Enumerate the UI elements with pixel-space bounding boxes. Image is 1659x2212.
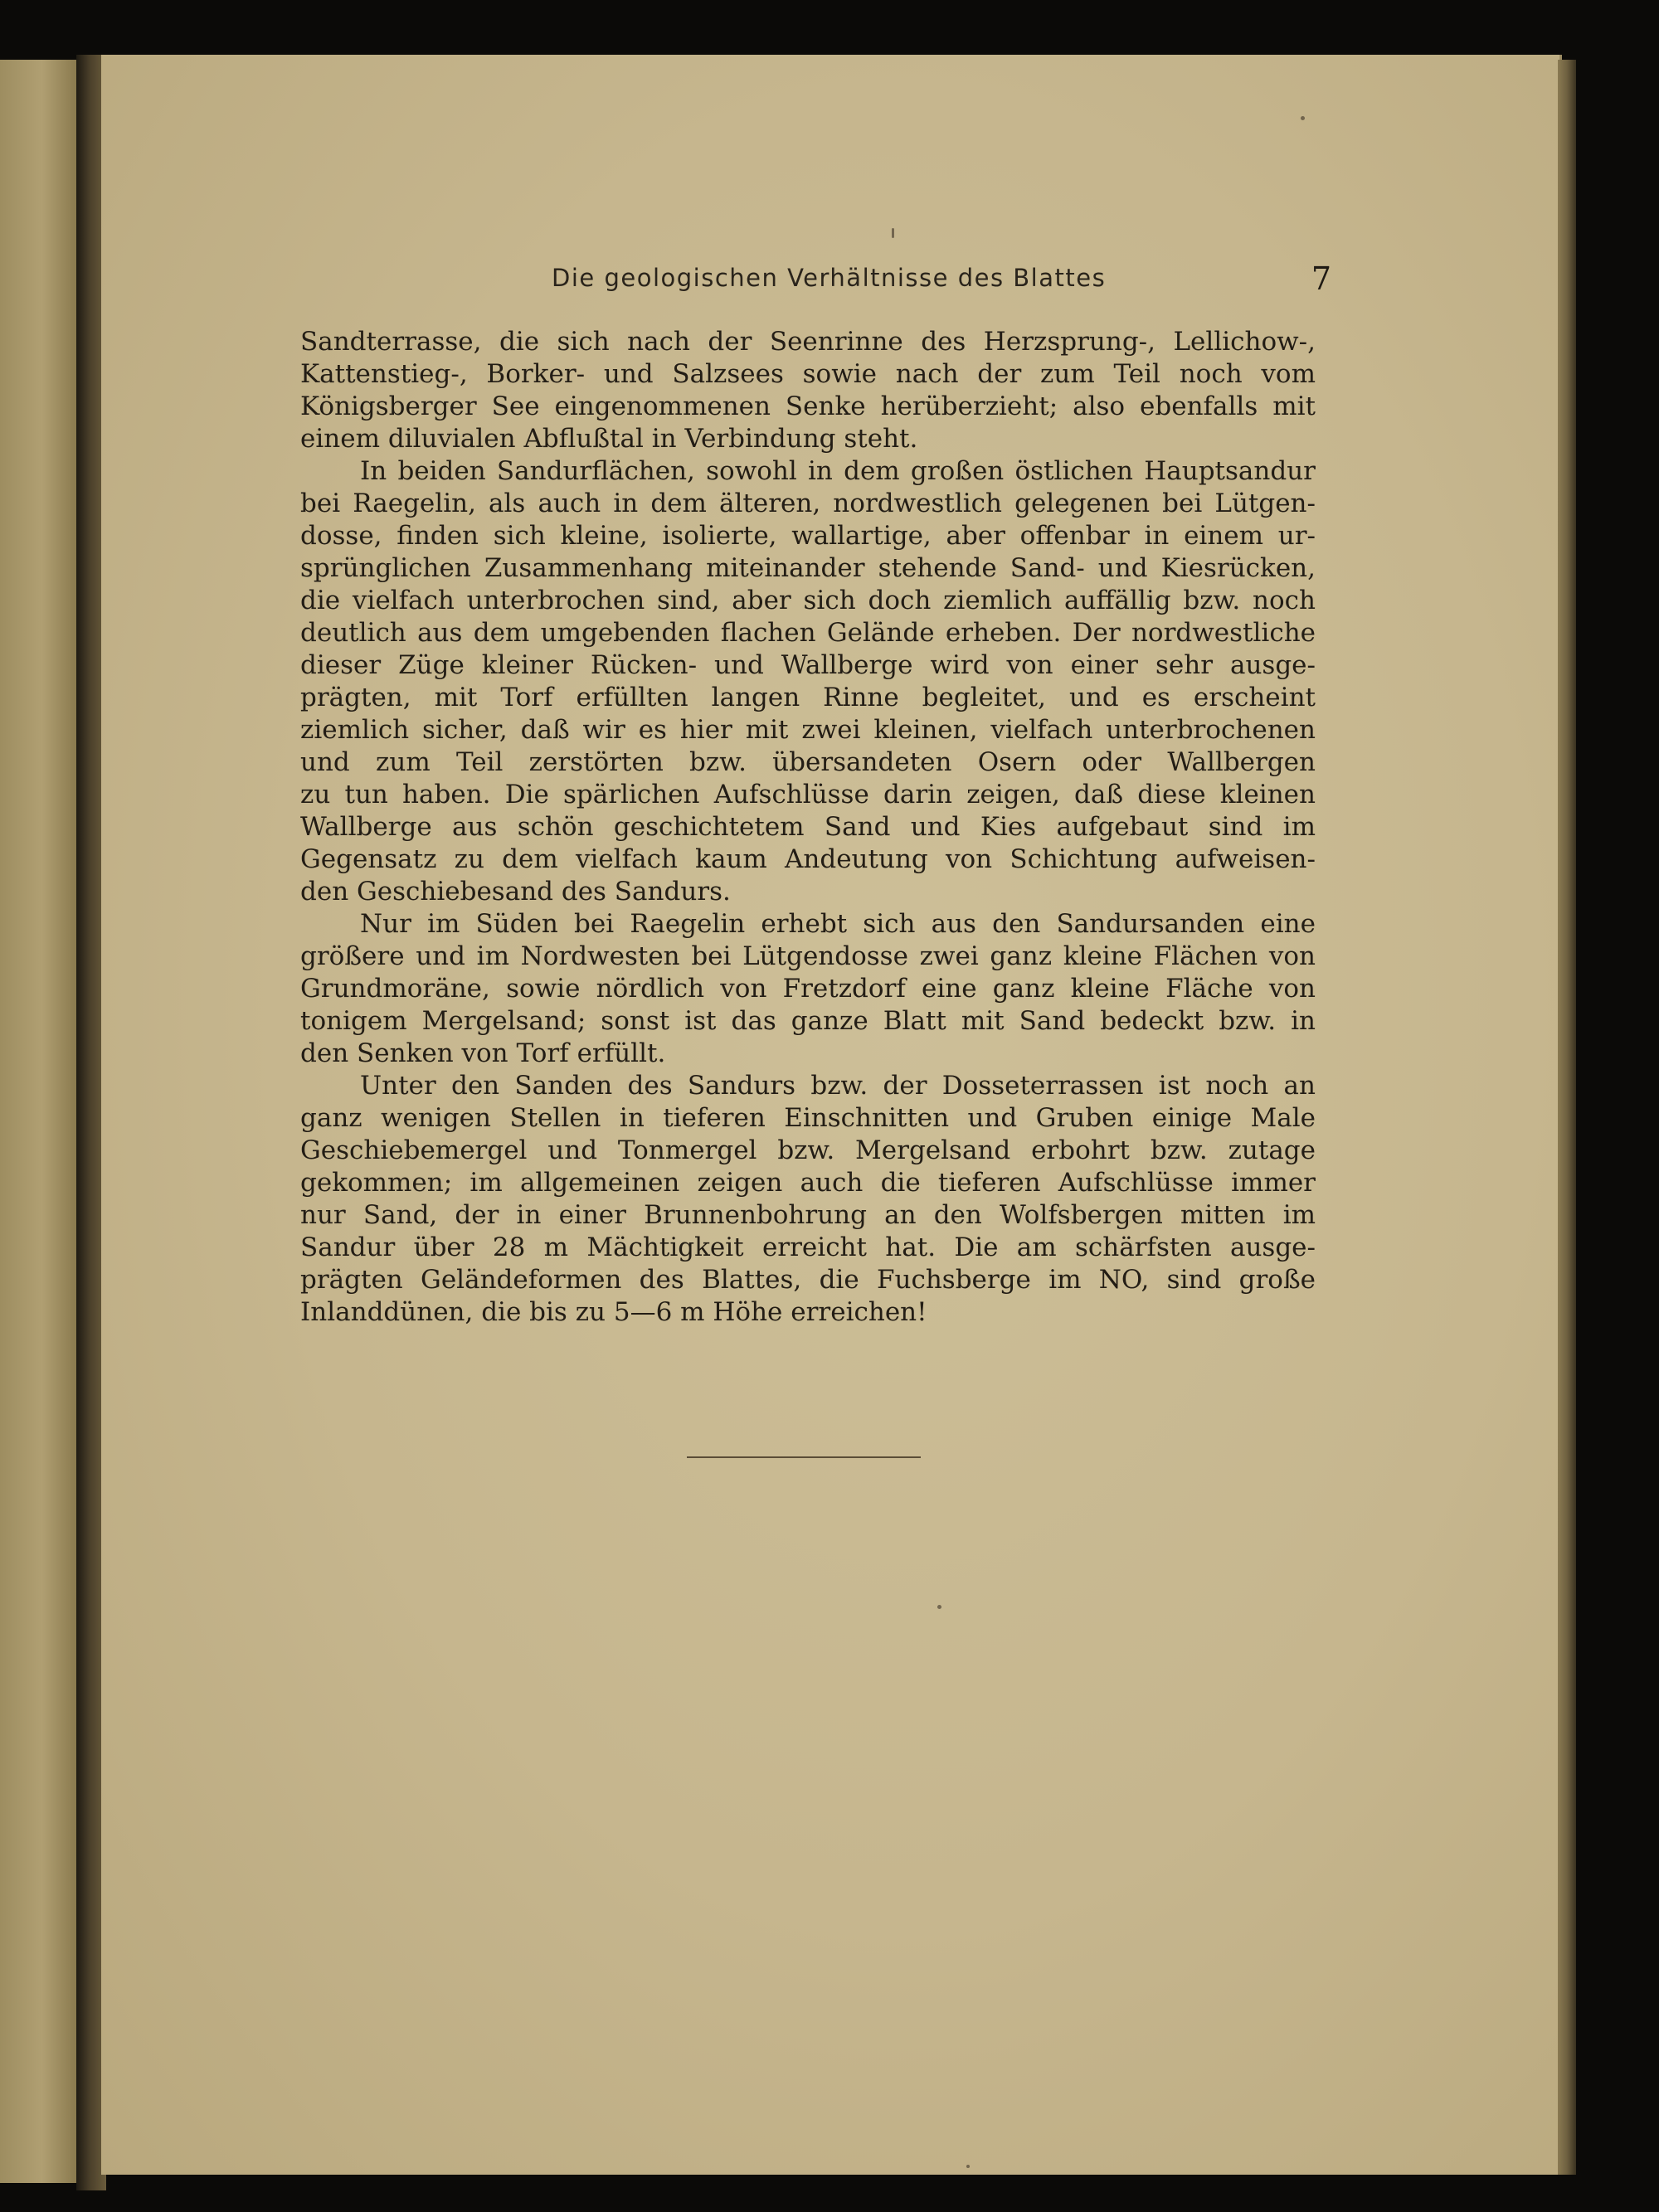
text-line: die vielfach unterbrochen sind, aber sich doch ziemlich auffällig bzw. noch (300, 586, 1316, 615)
paper-speck (892, 228, 894, 238)
text-line: Wallberge aus schön geschichtetem Sand und Kies aufgebaut sind im (300, 812, 1316, 842)
body-text (300, 326, 1316, 1329)
text-line: bei Raegelin, als auch in dem älteren, nordwestlich gelegenen bei Lütgen- (300, 489, 1316, 518)
end-rule (687, 1456, 921, 1458)
text-line: Geschiebemergel und Tonmergel bzw. Mergelsand erbohrt bzw. zutage (300, 1135, 1316, 1165)
text-line: den Senken von Torf erfüllt. (300, 1038, 666, 1068)
text-line: Nur im Süden bei Raegelin erhebt sich aus den Sandursanden eine (360, 909, 1316, 939)
page-stack-edge (1558, 60, 1576, 2175)
text-line: ganz wenigen Stellen in tieferen Einschnitten und Gruben einige Male (300, 1103, 1316, 1133)
paper-speck (937, 1605, 941, 1609)
text-line: Gegensatz zu dem vielfach kaum Andeutung von Schichtung aufweisen- (300, 844, 1316, 874)
paper-speck (1301, 116, 1305, 120)
text-line: und zum Teil zerstörten bzw. übersandeten Osern oder Wallbergen (300, 747, 1316, 777)
page-header (552, 260, 1331, 300)
paper-speck (966, 2165, 970, 2168)
text-line: sprünglichen Zusammenhang miteinander stehende Sand- und Kiesrücken, (300, 553, 1316, 583)
text-line: nur Sand, der in einer Brunnenbohrung an den Wolfsbergen mitten im (300, 1200, 1316, 1230)
text-line: Kattenstieg-, Borker- und Salzsees sowie nach der zum Teil noch vom (300, 359, 1316, 389)
text-line: Königsberger See eingenommenen Senke herüberzieht; also ebenfalls mit (300, 391, 1316, 421)
text-line: den Geschiebesand des Sandurs. (300, 877, 731, 907)
text-line: ziemlich sicher, daß wir es hier mit zwei kleinen, vielfach unterbrochenen (300, 715, 1316, 745)
text-line: deutlich aus dem umgebenden flachen Gelände erheben. Der nordwestliche (300, 618, 1316, 648)
text-line: dieser Züge kleiner Rücken- und Wallberge wird von einer sehr ausge- (300, 650, 1316, 680)
text-line: einem diluvialen Abflußtal in Verbindung steht. (300, 424, 918, 454)
text-line: Sandur über 28 m Mächtigkeit erreicht hat. Die am schärfsten ausge- (300, 1232, 1316, 1262)
text-line: In beiden Sandurflächen, sowohl in dem großen östlichen Hauptsandur (360, 456, 1316, 486)
text-line: Unter den Sanden des Sandurs bzw. der Dosseterrassen ist noch an (360, 1071, 1316, 1101)
text-line: Inlanddünen, die bis zu 5—6 m Höhe erreichen! (300, 1297, 927, 1327)
text-line: prägten Geländeformen des Blattes, die Fuchsberge im NO, sind große (300, 1265, 1316, 1295)
text-line: dosse, finden sich kleine, isolierte, wallartige, aber offenbar in einem ur- (300, 521, 1316, 551)
text-line: Sandterrasse, die sich nach der Seenrinne des Herzsprung-, Lellichow-, (300, 327, 1316, 357)
text-line: prägten, mit Torf erfüllten langen Rinne begleitet, und es erscheint (300, 683, 1316, 712)
text-line: größere und im Nordwesten bei Lütgendosse zwei ganz kleine Flächen von (300, 941, 1316, 971)
text-line: gekommen; im allgemeinen zeigen auch die tieferen Aufschlüsse immer (300, 1168, 1316, 1198)
page-number: 7 (1311, 260, 1331, 297)
left-page-edge (0, 60, 76, 2183)
text-line: zu tun haben. Die spärlichen Aufschlüsse darin zeigen, daß diese kleinen (300, 780, 1316, 809)
text-line: tonigem Mergelsand; sonst ist das ganze Blatt mit Sand bedeckt bzw. in (300, 1006, 1316, 1036)
text-line: Grundmoräne, sowie nördlich von Fretzdorf eine ganz kleine Fläche von (300, 974, 1316, 1004)
running-head: Die geologischen Verhältnisse des Blattes (552, 264, 1107, 292)
